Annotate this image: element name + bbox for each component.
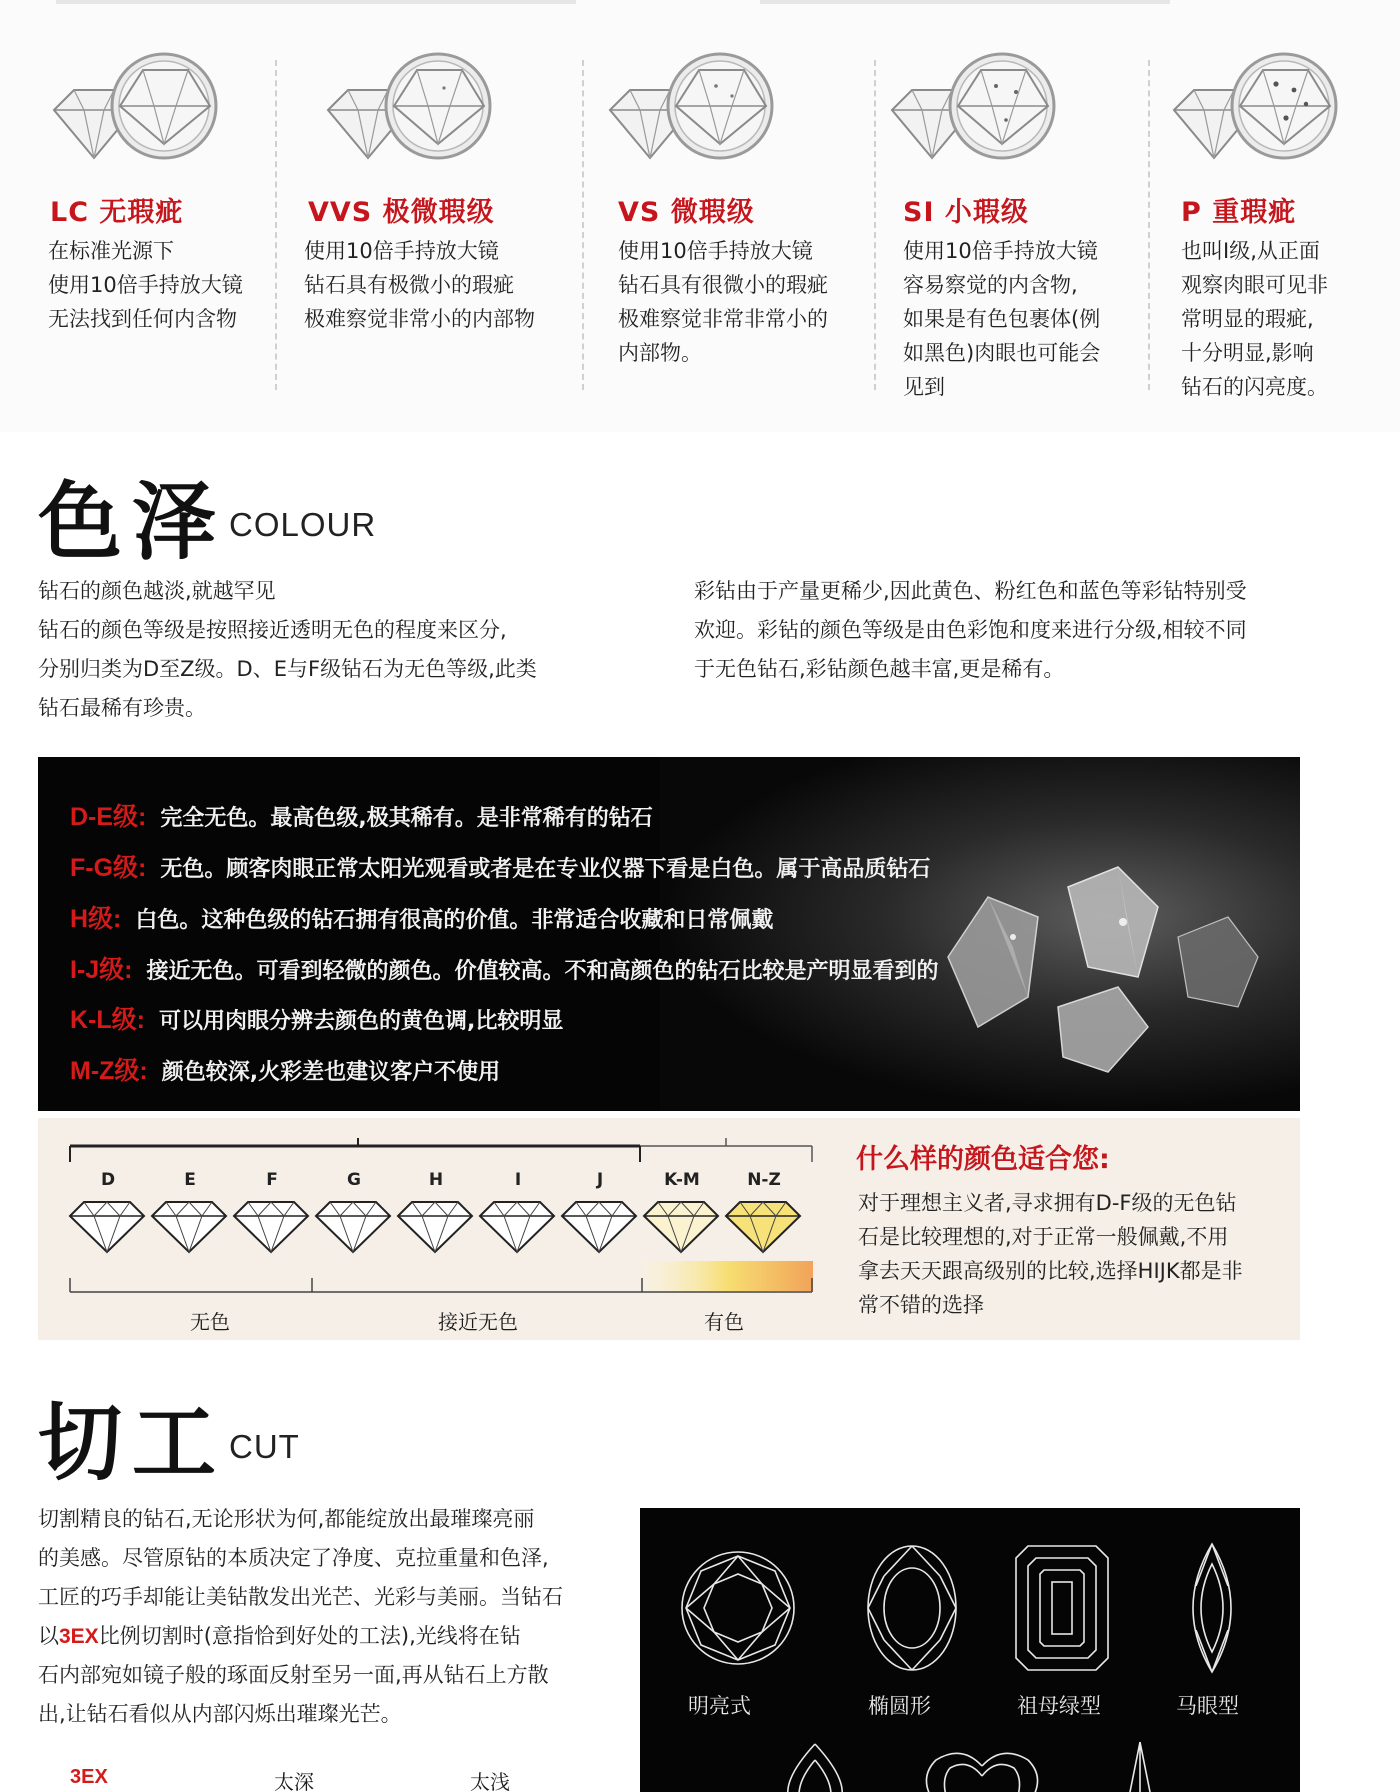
diamond-loupe-icon	[1168, 40, 1348, 170]
colour-intro-right: 彩钻由于产量更稀少,因此黄色、粉红色和蓝色等彩钻特别受 欢迎。彩钻的颜色等级是由色彩饱和度来进行分级,相较不同 于无色钻石,彩钻颜色越丰富,更是稀有。	[694, 579, 1247, 681]
scale-diamond-icon	[68, 1198, 146, 1254]
column-divider	[275, 60, 277, 390]
scale-group-label: 无色	[190, 1310, 230, 1334]
oval-icon	[864, 1542, 960, 1674]
scale-diamond-icon	[396, 1198, 474, 1254]
scale-diamond-icon	[560, 1198, 638, 1254]
scale-letter: D	[100, 1170, 116, 1190]
scale-letter: F	[266, 1170, 278, 1190]
scale-group-label: 接近无色	[438, 1310, 518, 1334]
colour-grade-row: I-J级: 接近无色。可看到轻微的颜色。价值较高。不和高颜色的钻石比较是产明显看到的	[70, 956, 939, 984]
scale-diamond-icon	[478, 1198, 556, 1254]
cut-section-title: 切工	[38, 1393, 227, 1492]
scale-diamond-icon	[150, 1198, 228, 1254]
top-divider	[760, 0, 1170, 4]
diamond-loupe-icon	[886, 40, 1066, 170]
3ex-highlight: 3EX	[59, 1625, 99, 1648]
scale-letter: J	[596, 1170, 604, 1190]
diamond-loupe-icon	[604, 40, 784, 170]
colour-suggestion-text: 对于理想主义者,寻求拥有D-F级的无色钻 石是比较理想的,对于正常一般佩戴,不用 拿去天天跟高级别的比较,选择HIJK都是非 常不错的选择	[858, 1191, 1243, 1317]
grade-description: 使用10倍手持放大镜 钻石具有极微小的瑕疵 极难察觉非常小的内部物	[304, 239, 535, 331]
colour-grade-row: K-L级: 可以用肉眼分辨去颜色的黄色调,比较明显	[70, 1006, 564, 1034]
cut-section-subtitle: CUT	[229, 1428, 300, 1465]
colour-scale-panel	[38, 1118, 1300, 1340]
grade-title: P 重瑕疵	[1181, 197, 1297, 228]
grade-title: SI 小瑕级	[903, 197, 1029, 228]
shape-label-marquise: 马眼型	[1176, 1694, 1239, 1718]
cut-proportion-label-shallow: 太浅	[470, 1770, 510, 1792]
column-divider	[1148, 60, 1150, 390]
princess-icon	[1120, 1740, 1160, 1792]
colour-section-title: 色泽	[38, 472, 227, 571]
shape-label-round: 明亮式	[688, 1694, 751, 1718]
colour-intro-left: 钻石的颜色越淡,就越罕见 钻石的颜色等级是按照接近透明无色的程度来区分, 分别归类为D至Z级。D、E与F级钻石为无色等级,此类 钻石最稀有珍贵。	[38, 579, 537, 720]
scale-letter: I	[514, 1170, 522, 1190]
scale-letter: K-M	[664, 1170, 700, 1190]
colour-grade-row: F-G级: 无色。顾客肉眼正常太阳光观看或者是在专业仪器下看是白色。属于高品质钻石	[70, 854, 931, 882]
grade-description: 在标准光源下 使用10倍手持放大镜 无法找到任何内含物	[48, 239, 243, 331]
scale-group-label: 有色	[704, 1310, 744, 1334]
scale-diamond-icon	[232, 1198, 310, 1254]
grade-title: LC 无瑕疵	[50, 197, 184, 228]
scale-letter: G	[347, 1170, 361, 1190]
cut-description: 切割精良的钻石,无论形状为何,都能绽放出最璀璨亮丽 的美感。尽管原钻的本质决定了净度、克拉重量和色泽, 工匠的巧手却能让美钻散发出光芒、光彩与美丽。当钻石 以3EX比例切割时(意指恰到好处的工法),光线将在钻 石内部宛如镜子般的琢面反射至另一面,再从钻石上方散 出,让钻石看似从内部闪烁出璀璨光芒。	[38, 1507, 563, 1726]
grade-description: 使用10倍手持放大镜 容易察觉的内含物, 如果是有色包裹体(例 如黑色)肉眼也可能会 见到	[903, 239, 1101, 399]
grade-title: VVS 极微瑕级	[308, 197, 495, 228]
emerald-cut-icon	[1012, 1542, 1112, 1674]
grade-description: 使用10倍手持放大镜 钻石具有很微小的瑕疵 极难察觉非常非常小的 内部物。	[618, 239, 828, 365]
scale-diamond-icon	[642, 1198, 720, 1254]
scale-diamond-icon	[724, 1198, 802, 1254]
shape-label-emerald: 祖母绿型	[1017, 1694, 1101, 1718]
round-brilliant-icon	[678, 1548, 798, 1668]
pear-icon	[770, 1742, 860, 1792]
marquise-icon	[1172, 1542, 1252, 1674]
diamond-shapes-panel	[640, 1508, 1300, 1792]
scale-letter: N-Z	[747, 1170, 781, 1190]
column-divider	[874, 60, 876, 390]
column-divider	[582, 60, 584, 390]
shape-label-oval: 椭圆形	[868, 1694, 931, 1718]
grade-title: VS 微瑕级	[618, 197, 755, 228]
colour-suggestion-title: 什么样的颜色适合您:	[856, 1144, 1110, 1175]
top-divider	[56, 0, 576, 4]
colour-grade-row: D-E级: 完全无色。最高色级,极其稀有。是非常稀有的钻石	[70, 803, 653, 831]
cut-proportion-label-3ex: 3EX	[70, 1766, 108, 1788]
scale-diamond-icon	[314, 1198, 392, 1254]
colour-section-subtitle: COLOUR	[229, 506, 377, 543]
scale-letter: H	[428, 1170, 444, 1190]
diamond-loupe-icon	[322, 40, 502, 170]
colour-grade-banner	[38, 757, 1300, 1111]
cut-proportion-label-deep: 太深	[274, 1770, 314, 1792]
grade-description: 也叫I级,从正面 观察肉眼可见非 常明显的瑕疵, 十分明显,影响 钻石的闪亮度。	[1181, 239, 1328, 399]
colour-grade-row: H级: 白色。这种色级的钻石拥有很高的价值。非常适合收藏和日常佩戴	[70, 905, 774, 933]
diamonds-photo-icon	[918, 827, 1278, 1087]
diamond-loupe-icon	[48, 40, 228, 170]
colour-grade-row: M-Z级: 颜色较深,火彩差也建议客户不使用	[70, 1057, 501, 1085]
scale-letter: E	[184, 1170, 196, 1190]
heart-icon	[922, 1748, 1042, 1792]
clarity-grades-strip	[0, 0, 1400, 432]
